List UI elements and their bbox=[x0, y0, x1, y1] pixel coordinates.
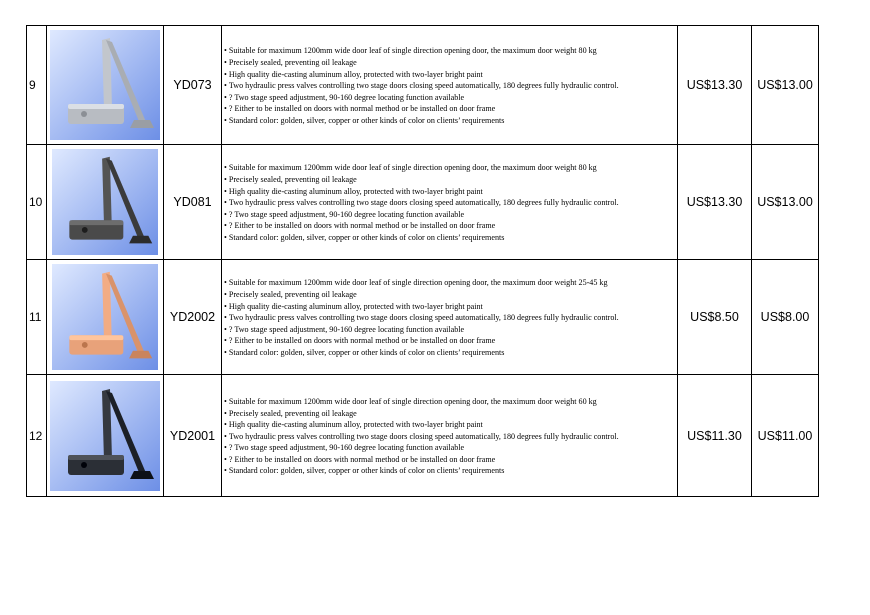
price-secondary: US$13.00 bbox=[752, 26, 819, 145]
price-primary: US$13.30 bbox=[678, 26, 752, 145]
table-row bbox=[27, 260, 819, 375]
closer-bracket bbox=[129, 351, 152, 359]
feature-item: • Suitable for maximum 1200mm wide door leaf of single direction opening door, the maximum door weight 25-45 kg bbox=[224, 277, 675, 289]
product-photo-cell bbox=[47, 260, 164, 375]
feature-list bbox=[224, 396, 675, 477]
feature-item: • Two hydraulic press valves controlling two stage doors closing speed automatically, 180 degrees fully hydraulic control. bbox=[224, 197, 675, 209]
feature-list bbox=[224, 277, 675, 358]
item-number: 10 bbox=[27, 145, 47, 260]
closer-bracket bbox=[130, 471, 154, 479]
feature-list bbox=[224, 45, 675, 126]
product-photo-cell bbox=[47, 26, 164, 145]
product-photo-cell bbox=[47, 375, 164, 497]
feature-item: • High quality die-casting aluminum alloy, protected with two-layer bright paint bbox=[224, 186, 675, 198]
product-table bbox=[26, 25, 819, 497]
price-primary: US$13.30 bbox=[678, 145, 752, 260]
door-closer-image bbox=[50, 264, 160, 370]
item-number: 11 bbox=[27, 260, 47, 375]
feature-item: • ? Two stage speed adjustment, 90-160 degree locating function available bbox=[224, 209, 675, 221]
feature-item: • Standard color: golden, silver, copper or other kinds of color on clients’ requirements bbox=[224, 347, 675, 359]
product-photo-cell bbox=[47, 145, 164, 260]
closer-valve bbox=[82, 342, 88, 348]
model-code: YD2001 bbox=[164, 375, 222, 497]
feature-item: • Standard color: golden, silver, copper or other kinds of color on clients’ requirements bbox=[224, 465, 675, 477]
closer-body-highlight bbox=[68, 455, 124, 460]
table-row bbox=[27, 375, 819, 497]
feature-item: • Standard color: golden, silver, copper or other kinds of color on clients’ requirements bbox=[224, 115, 675, 127]
feature-item: • ? Either to be installed on doors with normal method or be installed on door frame bbox=[224, 103, 675, 115]
feature-item: • ? Two stage speed adjustment, 90-160 degree locating function available bbox=[224, 324, 675, 336]
feature-item: • ? Either to be installed on doors with normal method or be installed on door frame bbox=[224, 335, 675, 347]
feature-item: • Precisely sealed, preventing oil leakage bbox=[224, 289, 675, 301]
feature-list-cell bbox=[222, 145, 678, 260]
feature-item: • High quality die-casting aluminum alloy, protected with two-layer bright paint bbox=[224, 69, 675, 81]
feature-item: • ? Either to be installed on doors with normal method or be installed on door frame bbox=[224, 220, 675, 232]
feature-item: • Precisely sealed, preventing oil leakage bbox=[224, 57, 675, 69]
model-code: YD081 bbox=[164, 145, 222, 260]
item-number: 12 bbox=[27, 375, 47, 497]
door-closer-image bbox=[50, 149, 160, 255]
feature-list-cell bbox=[222, 375, 678, 497]
feature-item: • Two hydraulic press valves controlling two stage doors closing speed automatically, 180 degrees fully hydraulic control. bbox=[224, 431, 675, 443]
table-row bbox=[27, 145, 819, 260]
closer-body-highlight bbox=[69, 335, 123, 340]
feature-item: • Standard color: golden, silver, copper or other kinds of color on clients’ requirements bbox=[224, 232, 675, 244]
closer-valve bbox=[81, 111, 87, 117]
feature-item: • ? Either to be installed on doors with normal method or be installed on door frame bbox=[224, 454, 675, 466]
item-number: 9 bbox=[27, 26, 47, 145]
feature-item: • Suitable for maximum 1200mm wide door leaf of single direction opening door, the maximum door weight 60 kg bbox=[224, 396, 675, 408]
closer-valve bbox=[81, 462, 87, 468]
closer-body-highlight bbox=[69, 220, 123, 225]
model-code: YD073 bbox=[164, 26, 222, 145]
table-row bbox=[27, 26, 819, 145]
model-code: YD2002 bbox=[164, 260, 222, 375]
feature-item: • Suitable for maximum 1200mm wide door leaf of single direction opening door, the maximum door weight 80 kg bbox=[224, 162, 675, 174]
closer-bracket bbox=[130, 120, 154, 128]
price-primary: US$11.30 bbox=[678, 375, 752, 497]
feature-list-cell bbox=[222, 260, 678, 375]
closer-valve bbox=[82, 227, 88, 233]
feature-item: • High quality die-casting aluminum alloy, protected with two-layer bright paint bbox=[224, 301, 675, 313]
feature-item: • High quality die-casting aluminum alloy, protected with two-layer bright paint bbox=[224, 419, 675, 431]
closer-bracket bbox=[129, 236, 152, 244]
feature-list-cell bbox=[222, 26, 678, 145]
closer-body-highlight bbox=[68, 104, 124, 109]
feature-list bbox=[224, 162, 675, 243]
feature-item: • Two hydraulic press valves controlling two stage doors closing speed automatically, 180 degrees fully hydraulic control. bbox=[224, 312, 675, 324]
door-closer-image bbox=[50, 380, 160, 492]
price-secondary: US$8.00 bbox=[752, 260, 819, 375]
price-secondary: US$13.00 bbox=[752, 145, 819, 260]
price-primary: US$8.50 bbox=[678, 260, 752, 375]
feature-item: • ? Two stage speed adjustment, 90-160 degree locating function available bbox=[224, 442, 675, 454]
door-closer-image bbox=[50, 30, 160, 140]
feature-item: • ? Two stage speed adjustment, 90-160 degree locating function available bbox=[224, 92, 675, 104]
feature-item: • Suitable for maximum 1200mm wide door leaf of single direction opening door, the maximum door weight 80 kg bbox=[224, 45, 675, 57]
price-secondary: US$11.00 bbox=[752, 375, 819, 497]
feature-item: • Precisely sealed, preventing oil leakage bbox=[224, 174, 675, 186]
feature-item: • Precisely sealed, preventing oil leakage bbox=[224, 408, 675, 420]
feature-item: • Two hydraulic press valves controlling two stage doors closing speed automatically, 180 degrees fully hydraulic control. bbox=[224, 80, 675, 92]
